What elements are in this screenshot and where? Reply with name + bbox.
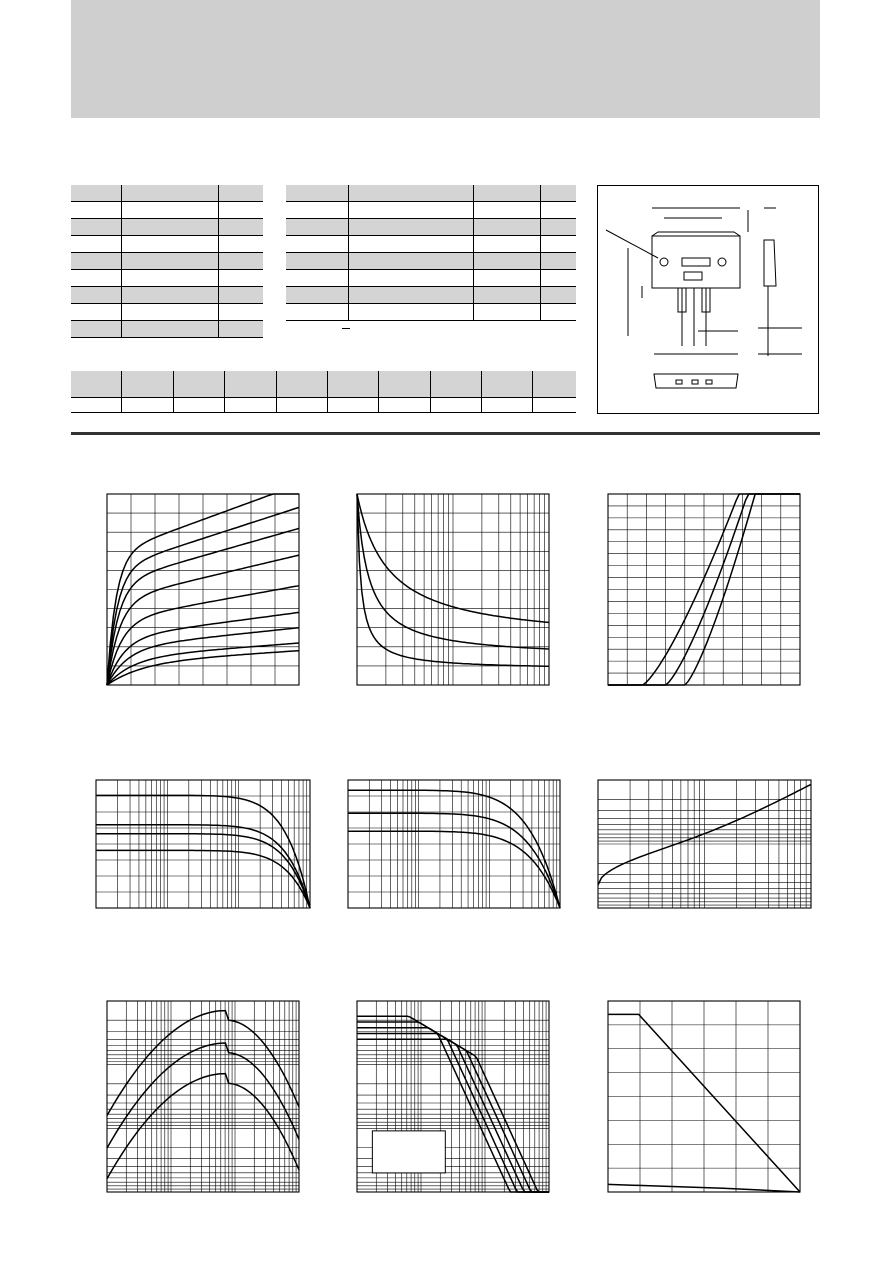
table-row	[286, 270, 576, 287]
plot-frame	[107, 1001, 299, 1192]
table-row	[71, 287, 263, 304]
table-row	[71, 202, 263, 219]
legend-box	[372, 1131, 445, 1173]
series-line	[348, 790, 560, 908]
table-row	[71, 398, 576, 413]
grid	[107, 1001, 299, 1192]
grid	[608, 1001, 800, 1192]
chart-9	[608, 1001, 800, 1192]
series-line	[96, 825, 310, 908]
table-row	[286, 185, 576, 202]
chart-4	[96, 780, 310, 908]
table-row	[71, 270, 263, 287]
series-line	[107, 1074, 299, 1179]
table-row	[286, 219, 576, 236]
package-outline	[597, 185, 819, 414]
grid	[357, 494, 549, 685]
series-line	[107, 1011, 299, 1116]
table-row	[286, 253, 576, 270]
table-row	[71, 304, 263, 321]
hfe-rank-table	[71, 371, 576, 413]
chart-2	[357, 494, 549, 685]
grid	[608, 494, 800, 685]
table-row	[71, 236, 263, 253]
section-divider	[71, 432, 820, 435]
electrical-characteristics-table	[286, 185, 576, 321]
table-row	[286, 304, 576, 321]
table-row	[71, 185, 263, 202]
table-row	[71, 219, 263, 236]
table-row	[286, 287, 576, 304]
series-line	[96, 850, 310, 908]
table-row	[286, 202, 576, 219]
absolute-max-ratings-table	[71, 185, 263, 338]
table-row	[71, 321, 263, 338]
grid	[107, 494, 299, 685]
chart-6	[598, 780, 811, 908]
chart-1	[107, 494, 299, 685]
table-row	[71, 371, 576, 398]
table-row	[71, 253, 263, 270]
chart-3	[608, 494, 800, 685]
chart-5	[348, 780, 560, 908]
package-drawing	[598, 186, 820, 415]
table-row	[286, 236, 576, 253]
table-footnote-mark	[342, 328, 350, 329]
grid	[598, 780, 811, 908]
chart-7	[107, 1001, 299, 1192]
chart-8	[357, 1001, 549, 1192]
header-band	[71, 0, 820, 118]
